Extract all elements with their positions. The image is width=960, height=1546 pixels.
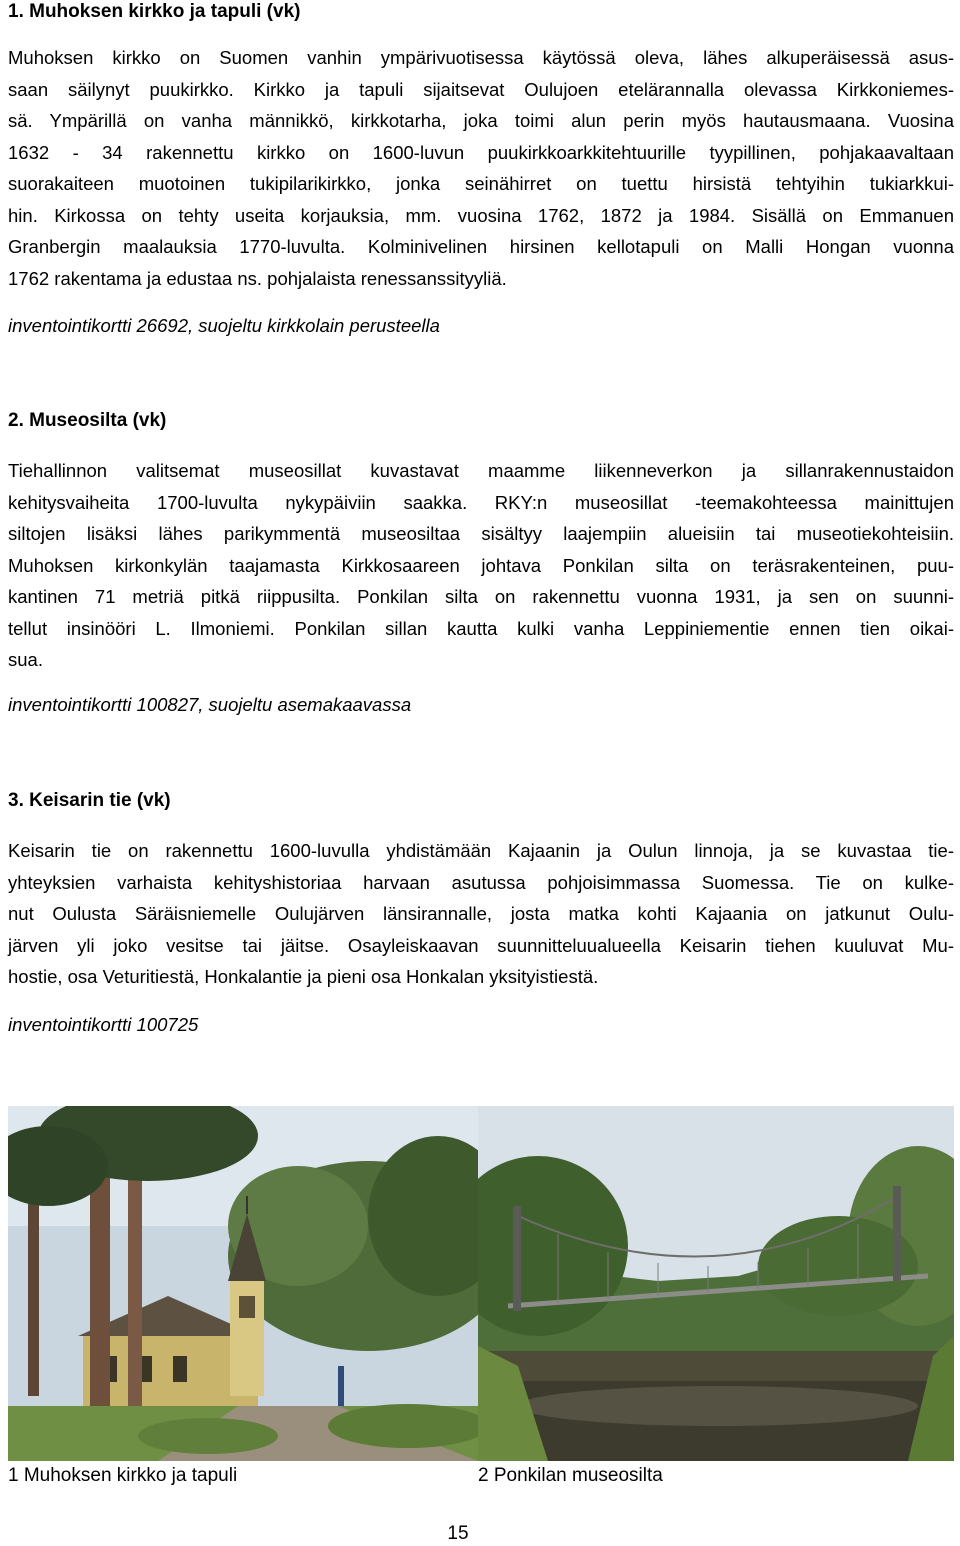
bridge-photo-illustration xyxy=(478,1106,954,1461)
church-photo-illustration xyxy=(8,1106,478,1461)
section-3-body xyxy=(8,835,954,993)
bridge-photo xyxy=(478,1106,954,1461)
text-line: nut Oulusta Säräisniemelle Oulujärven länsirannalle, josta matka kohti Kajaania on jatkunut Oulu- xyxy=(8,903,954,924)
text-line: Muhoksen kirkonkylän taajamasta Kirkkosaareen johtava Ponkilan silta on teräsrakenteinen, puu- xyxy=(8,554,954,576)
text-line: yhteyksien varhaista kehityshistoriaa harvaan asutussa pohjoisimmassa Suomessa. Tie on kulke- xyxy=(8,871,954,893)
text-line: sua. xyxy=(8,649,43,670)
section-1-body xyxy=(8,42,954,294)
bridge-photo-caption: 2 Ponkilan museosilta xyxy=(478,1465,663,1486)
section-2-inventory-card: inventointikortti 100827, suojeltu asemakaavassa xyxy=(8,694,412,715)
text-line: Granbergin maalauksia 1770-luvulta. Kolminivelinen hirsinen kellotapuli on Malli Hongan vuonna xyxy=(8,236,954,257)
section-3-inventory-card: inventointikortti 100725 xyxy=(8,1014,199,1035)
text-line: 1632 - 34 rakennettu kirkko on 1600-luvun puukirkkoarkkitehtuurille tyypillinen, pohjakaavaltaan xyxy=(8,141,954,163)
text-line: suorakaiteen muotoinen tukipilarikirkko, jonka seinähirret on tuettu hirsistä tehtyihin tukiarkkui- xyxy=(8,173,954,194)
text-line: kantinen 71 metriä pitkä riippusilta. Ponkilan silta on rakennettu vuonna 1931, ja sen on suunni- xyxy=(8,586,954,607)
text-line: Muhoksen kirkko on Suomen vanhin ympärivuotisessa käytössä oleva, lähes alkuperäisessä asus- xyxy=(8,47,954,68)
text-line: saan säilynyt puukirkko. Kirkko ja tapuli sijaitsevat Oulujoen etelärannalla olevassa Kirkkoniemes- xyxy=(8,78,954,100)
text-line: tellut insinööri L. Ilmoniemi. Ponkilan sillan kautta kulki vanha Leppiniementie ennen tien oikai- xyxy=(8,617,954,639)
text-line: 1762 rakentama ja edustaa ns. pohjalaista renessanssityyliä. xyxy=(8,267,507,289)
church-photo-caption: 1 Muhoksen kirkko ja tapuli xyxy=(8,1465,238,1486)
text-line: siltojen lisäksi lähes parikymmentä museosiltaa sisältyy laajempiin alueisiin tai museotiekohteisiin. xyxy=(8,523,954,544)
section-1-heading: 1. Muhoksen kirkko ja tapuli (vk) xyxy=(8,1,301,22)
text-line: hostie, osa Veturitiestä, Honkalantie ja pieni osa Honkalan yksityistiestä. xyxy=(8,966,599,987)
section-2-body xyxy=(8,455,954,676)
text-line: järven yli joko vesitse tai jäitse. Osayleiskaavan suunnitteluualueella Keisarin tiehen kuuluvat Mu- xyxy=(8,934,954,956)
section-1-inventory-card: inventointikortti 26692, suojeltu kirkkolain perusteella xyxy=(8,315,440,336)
text-line: sä. Ympärillä on vanha männikkö, kirkkotarha, joka toimi alun perin myös hautausmaana. Vuosina xyxy=(8,110,954,131)
page-number: 15 xyxy=(447,1523,469,1544)
text-line: hin. Kirkossa on tehty useita korjauksia, mm. vuosina 1762, 1872 ja 1984. Sisällä on Emmanuen xyxy=(8,204,954,226)
church-photo xyxy=(8,1106,478,1461)
text-line: kehitysvaiheita 1700-luvulta nykypäiviin saakka. RKY:n museosillat -teemakohteessa mainittujen xyxy=(8,491,954,513)
section-3-heading: 3. Keisarin tie (vk) xyxy=(8,790,171,811)
text-line: Tiehallinnon valitsemat museosillat kuvastavat maamme liikenneverkon ja sillanrakennustaidon xyxy=(8,460,954,481)
text-line: Keisarin tie on rakennettu 1600-luvulla yhdistämään Kajaanin ja Oulun linnoja, ja se kuvastaa tie- xyxy=(8,840,954,861)
section-2-heading: 2. Museosilta (vk) xyxy=(8,410,167,431)
